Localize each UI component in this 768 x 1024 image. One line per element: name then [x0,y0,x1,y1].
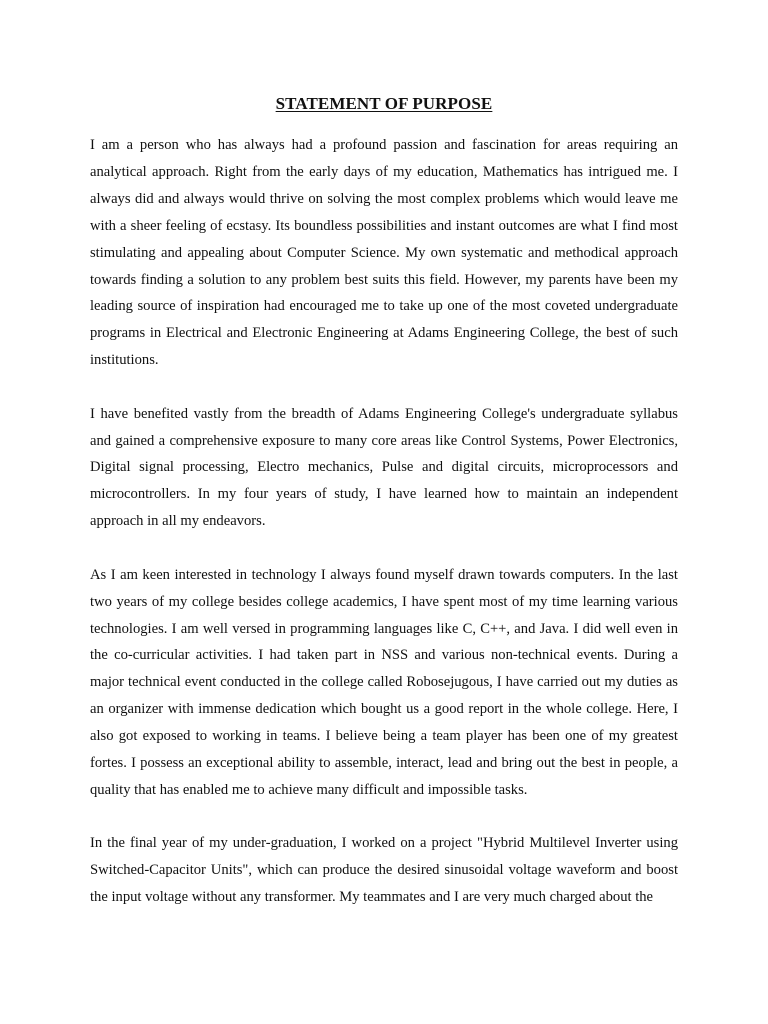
paragraph-3: As I am keen interested in technology I always found myself drawn towards computers. In the last two years of my college besides college academics, I have spent most of my time learning various technologies. I am well versed in programming languages like C, C++, and Java. I did well even in the co-curricular activities. I had taken part in NSS and various non-technical events. During a major technical event conducted in the college called Robosejugous, I have carried out my duties as an organizer with immense dedication which bought us a good report in the whole college. Here, I also got exposed to working in teams. I believe being a team player has been one of my greatest fortes. I possess an exceptional ability to assemble, interact, lead and bring out the best in people, a quality that has enabled me to achieve many difficult and impossible tasks. [90,566,678,798]
document-body [90,92,678,938]
paragraph-1: I am a person who has always had a profound passion and fascination for areas requiring an analytical approach. Right from the early days of my education, Mathematics has intrigued me. I always did and always would thrive on solving the most complex problems which would leave me with a sheer feeling of ecstasy. Its boundless possibilities and instant outcomes are what I find most stimulating and appealing about Computer Science. My own systematic and methodical approach towards finding a solution to any problem best suits this field. However, my parents have been my leading source of inspiration had encouraged me to take up one of the most coveted undergraduate programs in Electrical and Electronic Engineering at Adams Engineering College, the best of such institutions. [90,137,678,369]
paragraph-4: In the final year of my under-graduation, I worked on a project "Hybrid Multilevel Inverter using Switched-Capacitor Units", which can produce the desired sinusoidal voltage waveform and boost the input voltage without any transformer. My teammates and I are very much charged about the [90,835,678,906]
paragraph-2: I have benefited vastly from the breadth of Adams Engineering College's undergraduate syllabus and gained a comprehensive exposure to many core areas like Control Systems, Power Electronics, Digital signal processing, Electro mechanics, Pulse and digital circuits, microprocessors and microcontrollers. In my four years of study, I have learned how to maintain an independent approach in all my endeavors. [90,405,678,530]
document-title: STATEMENT OF PURPOSE [275,94,493,113]
